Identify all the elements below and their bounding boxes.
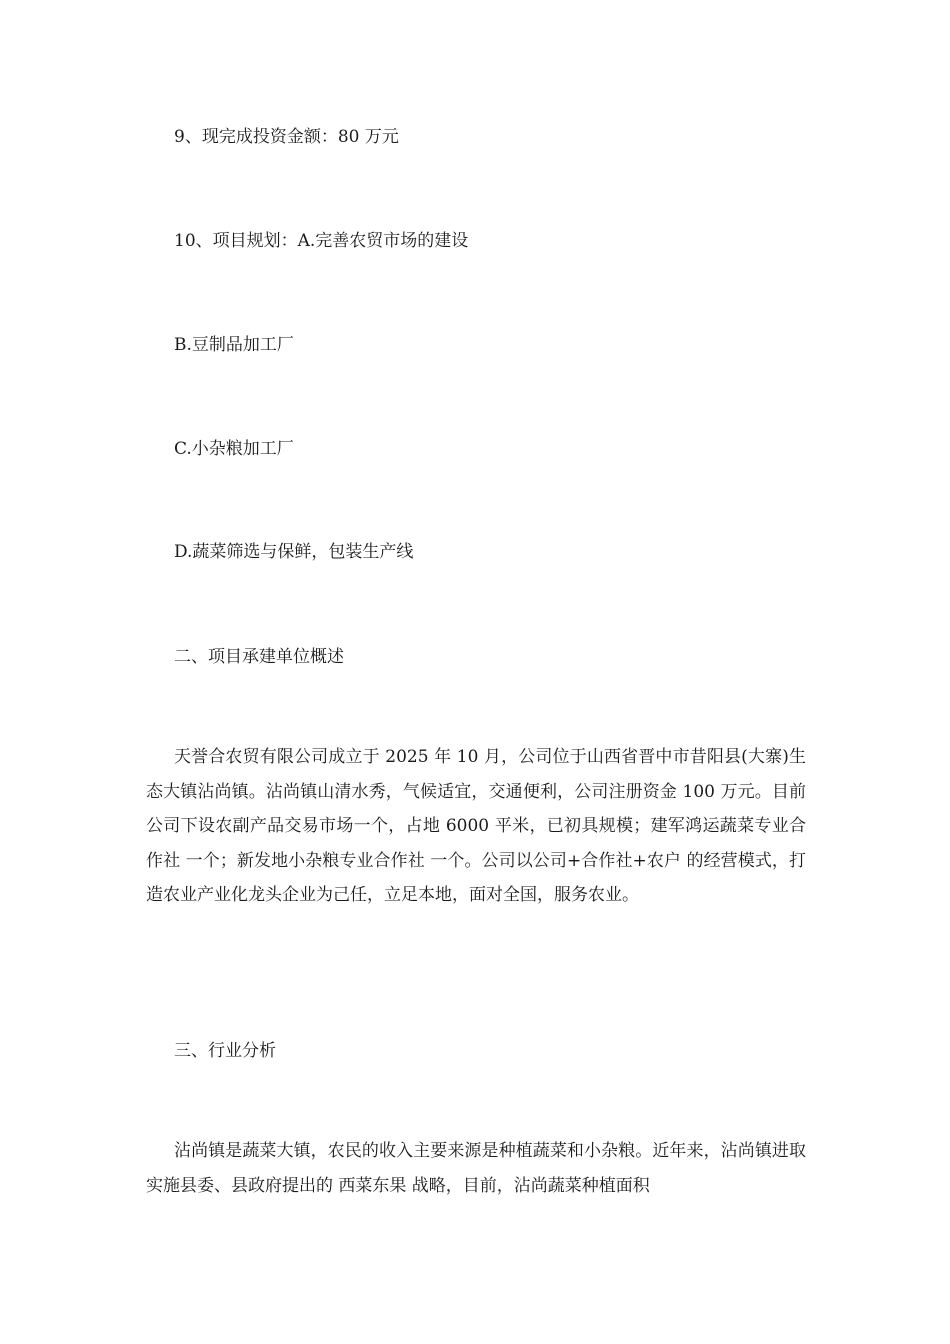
item-plan-b: B.豆制品加工厂: [174, 335, 294, 355]
section-2-paragraph: 天誉合农贸有限公司成立于 2025 年 10 月，公司位于山西省晋中市昔阳县(大寨)生态大镇沾尚镇。沾尚镇山清水秀，气候适宜，交通便利，公司注册资金 100 万元。目前公司下设农副产品交易市场一个，占地 6000 平米，已初具规模；建军鸿运蔬菜专业合作社 一个；新发地小杂粮专业合作社 一个。公司以公司+合作社+农户 的经营模式，打造农业产业化龙头企业为己任，立足本地，面对全国，服务农业。: [146, 747, 806, 905]
item-plan-d: D.蔬菜筛选与保鲜，包装生产线: [174, 542, 414, 562]
item-plan-c: C.小杂粮加工厂: [174, 439, 294, 459]
section-2-heading: 二、项目承建单位概述: [174, 647, 344, 667]
item-investment-amount: 9、现完成投资金额：80 万元: [174, 127, 399, 147]
section-3-paragraph: 沾尚镇是蔬菜大镇，农民的收入主要来源是种植蔬菜和小杂粮。近年来，沾尚镇进取实施县委、县政府提出的 西菜东果 战略，目前，沾尚蔬菜种植面积: [146, 1141, 806, 1196]
section-3-heading: 三、行业分析: [174, 1041, 276, 1061]
item-project-plan: 10、项目规划：A.完善农贸市场的建设: [174, 231, 469, 251]
